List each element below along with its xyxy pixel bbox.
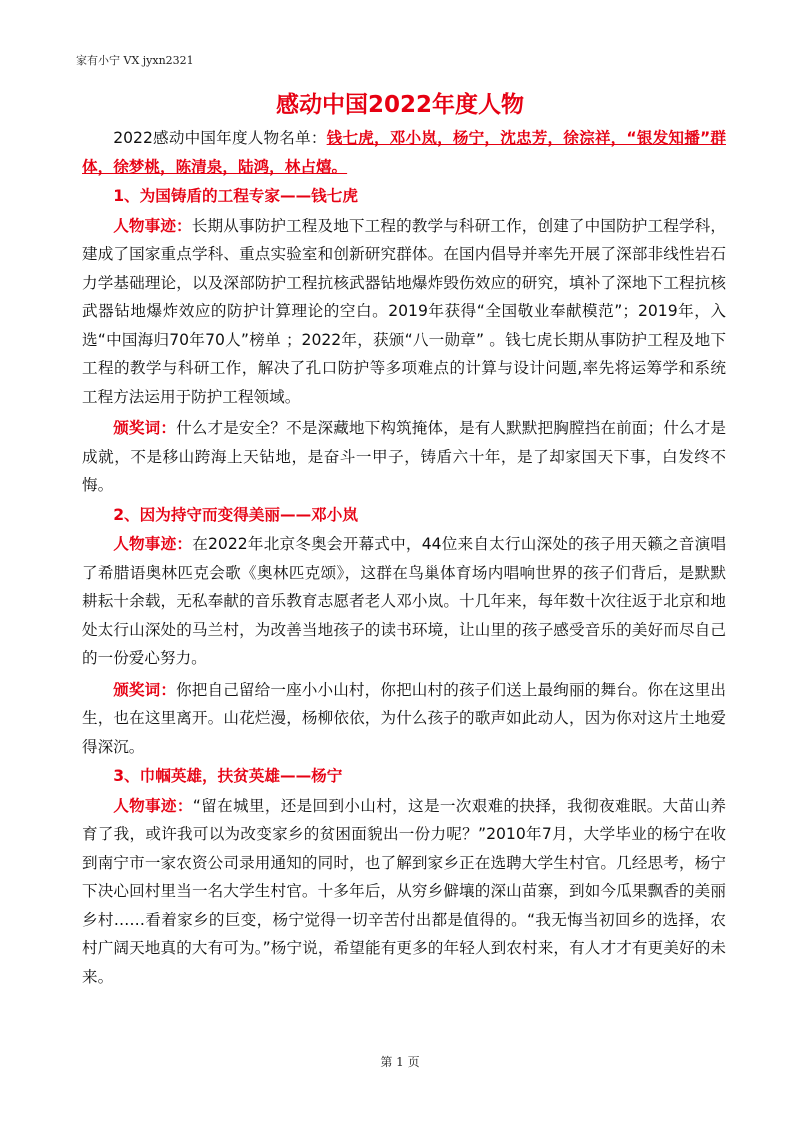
deeds-text: “留在城里，还是回到小山村，这是一次艰难的抉择，我彻夜难眠。大苗山养育了我，或许我可以为改变家乡的贫困面貌出一份力呢？”2010年7月，大学毕业的杨宁在收到南宁市一家农资公司录用通知的同时，也了解到家乡正在选聘大学生村官。几经思考，杨宁下决心回村里当一名大学生村官。十多年后，从穷乡僻壤的深山苗寨，到如今瓜果飘香的美丽乡村……看着家乡的巨变，杨宁觉得一切辛苦付出都是值得的。“我无悔当初回乡的选择，农村广阔天地真的大有可为。”杨宁说，希望能有更多的年轻人到农村来，有人才才有更美好的未来。 [82,796,726,986]
deeds-label: 人物事迹： [113,216,192,235]
section-heading-1: 1、为国铸盾的工程专家——钱七虎 [113,187,358,205]
page-number: 第 1 页 [380,1055,420,1069]
article-body [82,124,726,991]
section-1-award [82,414,726,500]
intro-prefix: 2022感动中国年度人物名单： [113,129,327,147]
section-2-award [82,676,726,762]
deeds-text: 在2022年北京冬奥会开幕式中，44位来自太行山深处的孩子用天籁之音演唱了希腊语奥林匹克会歌《奥林匹克颂》，这群在鸟巢体育场内唱响世界的孩子们背后，是默默耕耘十余载，无私奉献的音乐教育志愿者老人邓小岚。十几年来，每年数十次往返于北京和地处太行山深处的马兰村，为改善当地孩子的读书环境，让山里的孩子感受音乐的美好而尽自己的一份爱心努力。 [82,535,726,667]
section-2-deeds [82,530,726,673]
intro-paragraph [82,124,726,181]
section-3-deeds [82,792,726,992]
section-heading-2: 2、因为持守而变得美丽——邓小岚 [113,505,358,524]
award-label: 颁奖词： [113,419,177,437]
award-label: 颁奖词： [113,680,177,699]
deeds-text: 长期从事防护工程及地下工程的教学与科研工作，创建了中国防护工程学科，建成了国家重点学科、重点实验室和创新研究群体。在国内倡导并率先开展了深部非线性岩石力学基础理论，以及深部防护工程抗核武器钻地爆炸毁伤效应的研究，填补了深地下工程抗核武器钻地爆炸效应的防护计算理论的空白。2019年获得“全国敬业奉献模范”；2019年，入选“中国海归70年70人”榜单 ；2022年，获颁“八一勋章” 。钱七虎长期从事防护工程及地下工程的教学与科研工作，解决了孔口防护等多项难点的计算与设计问题,率先将运筹学和系统工程方法运用于防护工程领域。 [82,216,726,406]
deeds-label: 人物事迹： [113,796,193,815]
award-text: 什么才是安全？不是深藏地下构筑掩体，是有人默默把胸膛挡在前面；什么才是成就，不是移山跨海上天钻地，是奋斗一甲子，铸盾六十年，是了却家国天下事，白发终不悔。 [82,419,726,494]
page-title: 感动中国2022年度人物 [275,92,524,118]
section-heading-3: 3、巾帼英雄，扶贫英雄——杨宁 [113,767,343,785]
section-1-deeds [82,212,726,412]
award-text: 你把自己留给一座小小山村，你把山村的孩子们送上最绚丽的舞台。你在这里出生，也在这里离开。山花烂漫，杨柳依依，为什么孩子的歌声如此动人，因为你对这片土地爱得深沉。 [82,680,726,756]
honoree-list: 钱七虎，邓小岚，杨宁，沈忠芳，徐淙祥，“银发知播”群体，徐梦桃，陈清泉，陆鸿，林占熺。 [82,129,726,176]
deeds-label: 人物事迹： [113,535,193,553]
header-note: 家有小宁 VX jyxn2321 [76,54,194,67]
